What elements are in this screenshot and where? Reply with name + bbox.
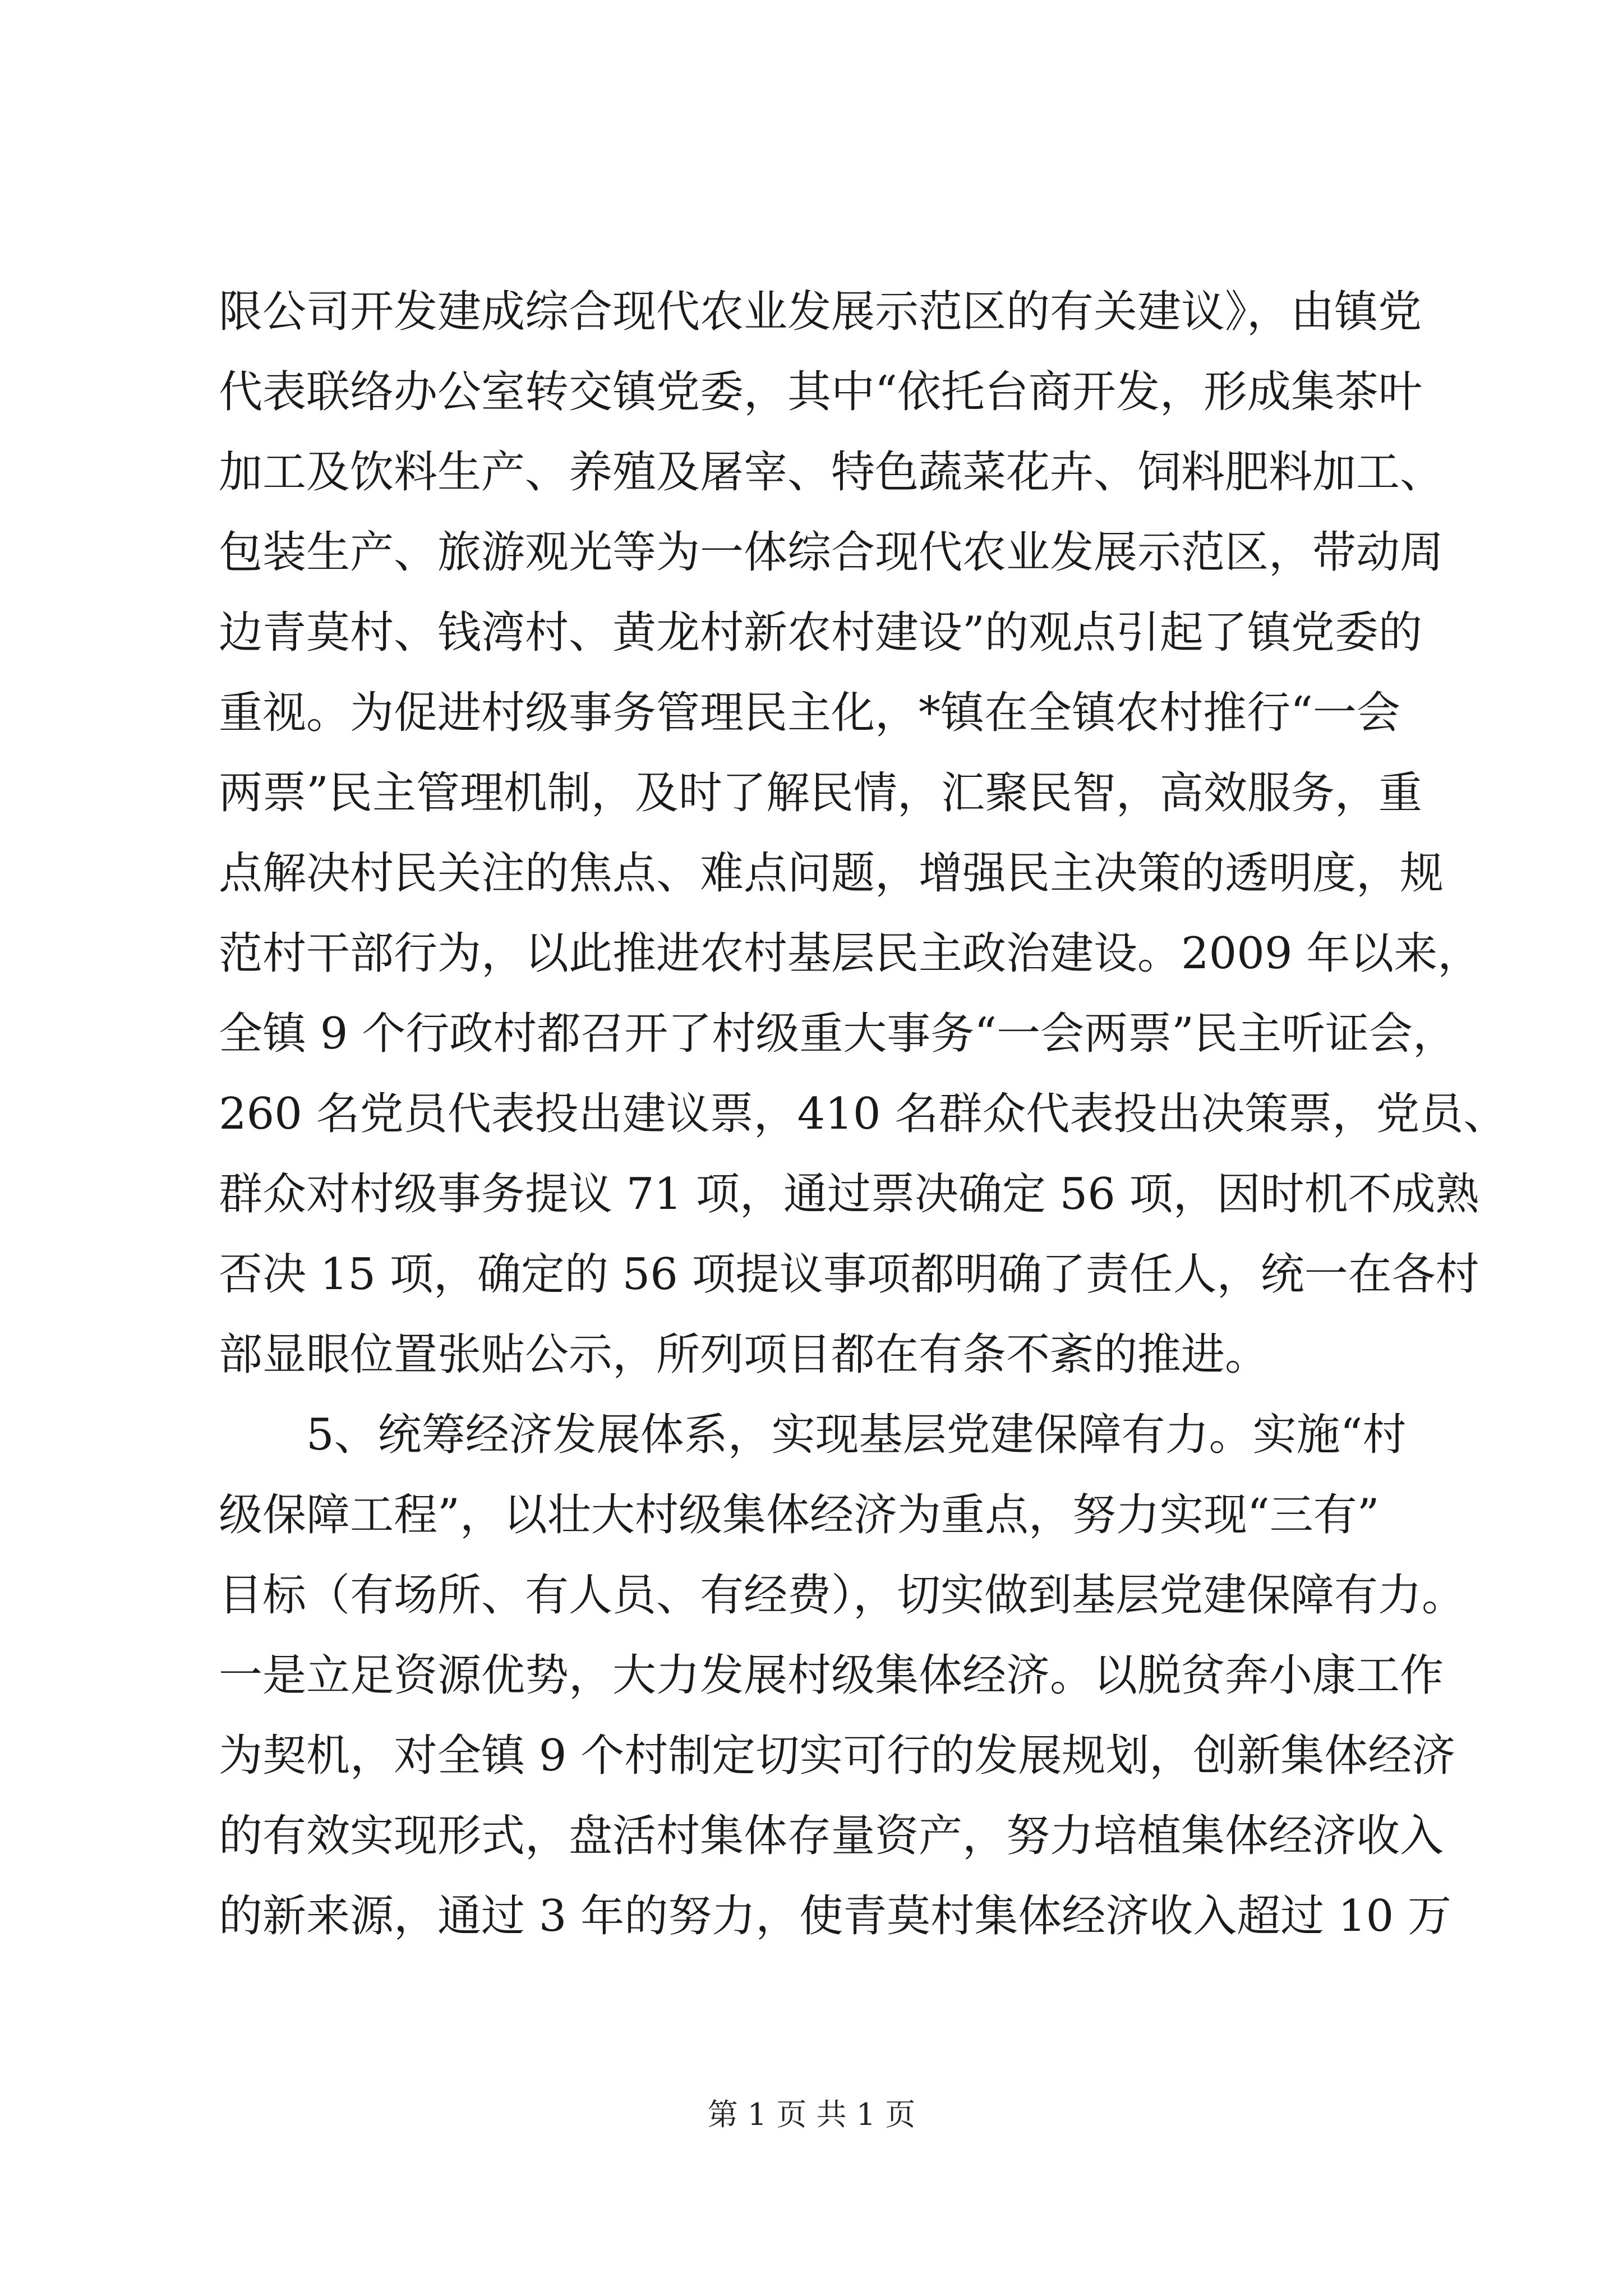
text-line: 目标（有场所、有人员、有经费），切实做到基层党建保障有力。 (219, 1570, 1466, 1621)
document-body (219, 272, 1507, 1957)
text-line: 否决 15 项，确定的 56 项提议事项都明确了责任人，统一在各村 (219, 1249, 1479, 1300)
page-number-footer: 第 1 页 共 1 页 (707, 2097, 916, 2132)
text-line: 点解决村民关注的焦点、难点问题，增强民主决策的透明度，规 (219, 848, 1444, 899)
text-line: 的新来源，通过 3 年的努力，使青莫村集体经济收入超过 10 万 (219, 1891, 1452, 1941)
text-line: 群众对村级事务提议 71 项，通过票决确定 56 项，因时机不成熟 (219, 1169, 1479, 1220)
text-line: 包装生产、旅游观光等为一体综合现代农业发展示范区，带动周 (219, 527, 1444, 578)
paragraph-1 (219, 272, 1507, 1395)
text-line: 范村干部行为，以此推进农村基层民主政治建设。2009 年以来， (219, 928, 1482, 979)
text-line-first-indented: 5、统筹经济发展体系，实现基层党建保障有力。实施“村 (306, 1410, 1407, 1460)
text-line: 260 名党员代表投出建议票，410 名群众代表投出决策票，党员、 (219, 1089, 1507, 1139)
text-line: 全镇 9 个行政村都召开了村级重大事务“一会两票”民主听证会， (219, 1009, 1456, 1059)
text-line: 两票”民主管理机制，及时了解民情，汇聚民智，高效服务，重 (219, 768, 1422, 818)
text-line: 边青莫村、钱湾村、黄龙村新农村建设”的观点引起了镇党委的 (219, 608, 1422, 658)
text-line: 加工及饮料生产、养殖及屠宰、特色蔬菜花卉、饲料肥料加工、 (219, 447, 1444, 498)
text-line: 重视。为促进村级事务管理民主化，*镇在全镇农村推行“一会 (219, 688, 1400, 738)
paragraph-2 (219, 1395, 1466, 1957)
text-line: 代表联络办公室转交镇党委，其中“依托台商开发，形成集茶叶 (219, 367, 1422, 417)
text-line: 限公司开发建成综合现代农业发展示范区的有关建议》，由镇党 (219, 287, 1422, 337)
text-line: 的有效实现形式，盘活村集体存量资产，努力培植集体经济收入 (219, 1811, 1444, 1861)
text-line: 部显眼位置张贴公示，所列项目都在有条不紊的推进。 (219, 1329, 1269, 1380)
text-line: 一是立足资源优势，大力发展村级集体经济。以脱贫奔小康工作 (219, 1650, 1444, 1701)
text-line: 为契机，对全镇 9 个村制定切实可行的发展规划，创新集体经济 (219, 1731, 1456, 1781)
text-line: 级保障工程”，以壮大村级集体经济为重点，努力实现“三有” (219, 1490, 1380, 1540)
